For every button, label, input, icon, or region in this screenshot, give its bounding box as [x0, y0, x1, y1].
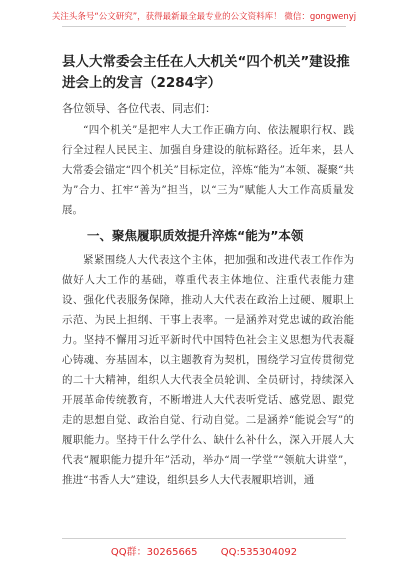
footer-qq-group: QQ群：30265665 — [110, 547, 198, 558]
document-title: 县人大常委会主任在人大机关“四个机关”建设推进会上的发言（2284字） — [62, 54, 350, 91]
intro-paragraph: “四个机关”是把牢人大工作正确方向、依法履职行权、践行全过程人民民主、加强自身建设的航标路径。近年来，县人大常委会锚定“四个机关”目标定位，淬炼“能为”本领、凝聚“共为”合力、扛牢“善为”担当，以“三为”赋能人大工作高质量发展。 — [62, 124, 354, 216]
footer-qq: QQ:535304092 — [220, 547, 298, 558]
footer — [0, 543, 408, 558]
header-divider — [62, 26, 346, 27]
greeting: 各位领导、各位代表、同志们： — [62, 102, 216, 115]
footer-divider — [62, 538, 346, 539]
section-heading: 一、聚焦履职质效提升淬炼“能为”本领 — [87, 228, 304, 243]
body-paragraph: 紧紧围绕人大代表这个主体，把加强和改进代表工作作为做好人大工作的基础，尊重代表主体地位、注重代表能力建设、强化代表服务保障，推动人大代表在政治上过硬、履职上示范、为民上担纲、干事上表率。一是涵养对党忠诚的政治能力。坚持不懈用习近平新时代中国特色社会主义思想为代表凝心铸魂、夯基固本，以主题教育为契机，围绕学习宣传贯彻党的二十大精神，组织人大代表全员轮训、全员研讨，持续深入开展革命传统教育，不断增进人大代表听党话、感党恩、跟党走的思想自觉、政治自觉、行动自觉。二是涵养“能说会写”的履职能力。坚持干什么学什么、缺什么补什么，深入开展人大代表“履职能力提升年”活动，举办“周一学堂”“领航大讲堂”，推进“书香人大”建设，组织县乡人大代表履职培训，通 — [62, 254, 354, 486]
header-banner: 关注头条号“公文研究”，获得最新最全最专业的公文资料库！ 微信：gongwenyj — [51, 12, 357, 22]
